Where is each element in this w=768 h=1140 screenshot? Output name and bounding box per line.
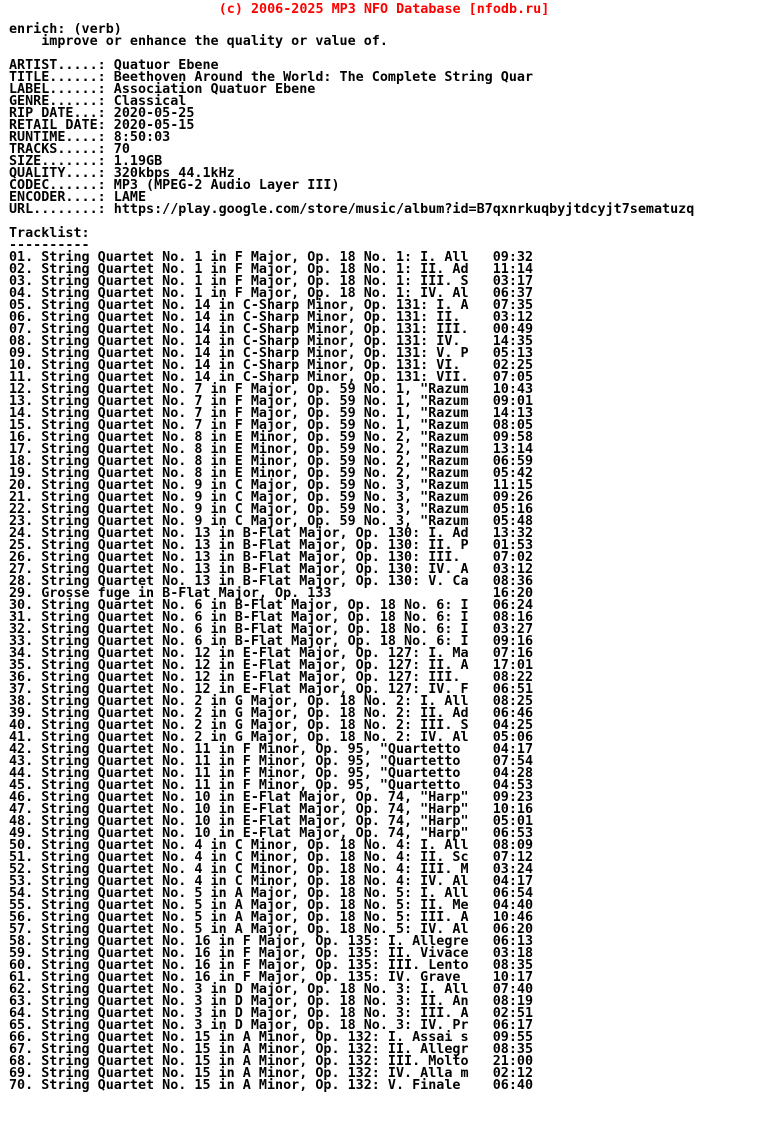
track-row: 18. String Quartet No. 8 in E Minor, Op. 59 No. 2, "Razum 06:59: [9, 454, 534, 469]
title-field: TITLE......: Beethoven Around the World: The Complete String Quar: [9, 70, 534, 85]
runtime-field: RUNTIME....: 8:50:03: [9, 130, 171, 145]
track-row: 47. String Quartet No. 10 in E-Flat Major, Op. 74, "Harp" 10:16: [9, 802, 534, 817]
track-row: 69. String Quartet No. 15 in A Minor, Op. 132: IV. Alla m 02:12: [9, 1066, 534, 1081]
track-row: 54. String Quartet No. 5 in A Major, Op. 18 No. 5: I. All 06:54: [9, 886, 534, 901]
track-row: 62. String Quartet No. 3 in D Major, Op. 18 No. 3: I. All 07:40: [9, 982, 534, 997]
track-row: 20. String Quartet No. 9 in C Major, Op. 59 No. 3, "Razum 11:15: [9, 478, 534, 493]
track-row: 46. String Quartet No. 10 in E-Flat Major, Op. 74, "Harp" 09:23: [9, 790, 534, 805]
track-row: 04. String Quartet No. 1 in F Major, Op. 18 No. 1: IV. Al 06:37: [9, 286, 534, 301]
track-row: 64. String Quartet No. 3 in D Major, Op. 18 No. 3: III. A 02:51: [9, 1006, 534, 1021]
track-row: 61. String Quartet No. 16 in F Major, Op. 135: IV. Grave 10:17: [9, 970, 534, 985]
track-row: 60. String Quartet No. 16 in F Major, Op. 135: III. Lento 08:35: [9, 958, 534, 973]
track-row: 17. String Quartet No. 8 in E Minor, Op. 59 No. 2, "Razum 13:14: [9, 442, 534, 457]
track-row: 12. String Quartet No. 7 in F Major, Op. 59 No. 1, "Razum 10:43: [9, 382, 534, 397]
track-row: 39. String Quartet No. 2 in G Major, Op. 18 No. 2: II. Ad 06:46: [9, 706, 534, 721]
track-row: 06. String Quartet No. 14 in C-Sharp Minor, Op. 131: II. 03:12: [9, 310, 534, 325]
track-row: 21. String Quartet No. 9 in C Major, Op. 59 No. 3, "Razum 09:26: [9, 490, 534, 505]
retail-date-field: RETAIL DATE: 2020-05-15: [9, 118, 195, 133]
track-row: 66. String Quartet No. 15 in A Minor, Op. 132: I. Assai s 09:55: [9, 1030, 534, 1045]
track-row: 33. String Quartet No. 6 in B-Flat Major, Op. 18 No. 6: I 09:16: [9, 634, 534, 649]
track-row: 14. String Quartet No. 7 in F Major, Op. 59 No. 1, "Razum 14:13: [9, 406, 534, 421]
rip-date-field: RIP DATE...: 2020-05-25: [9, 106, 195, 121]
track-row: 11. String Quartet No. 14 in C-Sharp Minor, Op. 131: VII. 07:05: [9, 370, 534, 385]
track-row: 68. String Quartet No. 15 in A Minor, Op. 132: III. Molto 21:00: [9, 1054, 534, 1069]
track-row: 15. String Quartet No. 7 in F Major, Op. 59 No. 1, "Razum 08:05: [9, 418, 534, 433]
track-row: 56. String Quartet No. 5 in A Major, Op. 18 No. 5: III. A 10:46: [9, 910, 534, 925]
track-row: 26. String Quartet No. 13 in B-Flat Major, Op. 130: III. 07:02: [9, 550, 534, 565]
track-row: 23. String Quartet No. 9 in C Major, Op. 59 No. 3, "Razum 05:48: [9, 514, 534, 529]
track-row: 44. String Quartet No. 11 in F Minor, Op. 95, "Quartetto 04:28: [9, 766, 534, 781]
track-row: 36. String Quartet No. 12 in E-Flat Major, Op. 127: III. 08:22: [9, 670, 534, 685]
track-row: 49. String Quartet No. 10 in E-Flat Major, Op. 74, "Harp" 06:53: [9, 826, 534, 841]
track-row: 27. String Quartet No. 13 in B-Flat Major, Op. 130: IV. A 03:12: [9, 562, 534, 577]
track-row: 70. String Quartet No. 15 in A Minor, Op. 132: V. Finale 06:40: [9, 1078, 534, 1093]
blank-line: [9, 216, 694, 228]
track-row: 24. String Quartet No. 13 in B-Flat Major, Op. 130: I. Ad 13:32: [9, 526, 534, 541]
track-row: 38. String Quartet No. 2 in G Major, Op. 18 No. 2: I. All 08:25: [9, 694, 534, 709]
tracklist: [9, 252, 694, 1092]
track-row: 19. String Quartet No. 8 in E Minor, Op. 59 No. 2, "Razum 05:42: [9, 466, 534, 481]
track-row: 07. String Quartet No. 14 in C-Sharp Minor, Op. 131: III. 00:49: [9, 322, 534, 337]
track-row: 50. String Quartet No. 4 in C Minor, Op. 18 No. 4: I. All 08:09: [9, 838, 534, 853]
tracklist-heading: Tracklist:: [9, 226, 90, 241]
track-row: 63. String Quartet No. 3 in D Major, Op. 18 No. 3: II. An 08:19: [9, 994, 534, 1009]
size-field: SIZE.......: 1.19GB: [9, 154, 163, 169]
encoder-field: ENCODER....: LAME: [9, 190, 147, 205]
track-row: 51. String Quartet No. 4 in C Minor, Op. 18 No. 4: II. Sc 07:12: [9, 850, 534, 865]
track-row: 48. String Quartet No. 10 in E-Flat Major, Op. 74, "Harp" 05:01: [9, 814, 534, 829]
track-row: 45. String Quartet No. 11 in F Minor, Op. 95, "Quartetto 04:53: [9, 778, 534, 793]
artist-field: ARTIST.....: Quatuor Ebene: [9, 58, 219, 73]
track-row: 59. String Quartet No. 16 in F Major, Op. 135: II. Vivace 03:18: [9, 946, 534, 961]
track-row: 10. String Quartet No. 14 in C-Sharp Minor, Op. 131: VI. 02:25: [9, 358, 534, 373]
track-row: 35. String Quartet No. 12 in E-Flat Major, Op. 127: II. A 17:01: [9, 658, 534, 673]
definition-word: enrich: (verb): [9, 22, 122, 37]
track-row: 43. String Quartet No. 11 in F Minor, Op. 95, "Quartetto 07:54: [9, 754, 534, 769]
track-row: 05. String Quartet No. 14 in C-Sharp Minor, Op. 131: I. A 07:35: [9, 298, 534, 313]
track-row: 65. String Quartet No. 3 in D Major, Op. 18 No. 3: IV. Pr 06:17: [9, 1018, 534, 1033]
track-row: 01. String Quartet No. 1 in F Major, Op. 18 No. 1: I. All 09:32: [9, 250, 534, 265]
track-row: 52. String Quartet No. 4 in C Minor, Op. 18 No. 4: III. M 03:24: [9, 862, 534, 877]
quality-field: QUALITY....: 320kbps 44.1kHz: [9, 166, 235, 181]
track-row: 09. String Quartet No. 14 in C-Sharp Minor, Op. 131: V. P 05:13: [9, 346, 534, 361]
track-row: 28. String Quartet No. 13 in B-Flat Major, Op. 130: V. Ca 08:36: [9, 574, 534, 589]
track-row: 67. String Quartet No. 15 in A Minor, Op. 132: II. Allegr 08:35: [9, 1042, 534, 1057]
url-field: URL........: https://play.google.com/store/music/album?id=B7qxnrkuqbyjtdcyjt7sematuzq: [9, 202, 695, 217]
track-row: 37. String Quartet No. 12 in E-Flat Major, Op. 127: IV. F 06:51: [9, 682, 534, 697]
track-row: 57. String Quartet No. 5 in A Major, Op. 18 No. 5: IV. Al 06:20: [9, 922, 534, 937]
nfo-document: [9, 24, 694, 1092]
track-row: 32. String Quartet No. 6 in B-Flat Major, Op. 18 No. 6: I 03:27: [9, 622, 534, 637]
track-row: 31. String Quartet No. 6 in B-Flat Major, Op. 18 No. 6: I 08:16: [9, 610, 534, 625]
track-row: 53. String Quartet No. 4 in C Minor, Op. 18 No. 4: IV. Al 04:17: [9, 874, 534, 889]
track-row: 25. String Quartet No. 13 in B-Flat Major, Op. 130: II. P 01:53: [9, 538, 534, 553]
definition-text: improve or enhance the quality or value of.: [9, 34, 388, 49]
nfo-banner-row: [0, 0, 768, 18]
nfo-database-banner[interactable]: (c) 2006-2025 MP3 NFO Database [nfodb.ru]: [218, 2, 550, 17]
codec-field: CODEC......: MP3 (MPEG-2 Audio Layer III): [9, 178, 340, 193]
track-row: 22. String Quartet No. 9 in C Major, Op. 59 No. 3, "Razum 05:16: [9, 502, 534, 517]
track-row: 03. String Quartet No. 1 in F Major, Op. 18 No. 1: III. S 03:17: [9, 274, 534, 289]
track-row: 16. String Quartet No. 8 in E Minor, Op. 59 No. 2, "Razum 09:58: [9, 430, 534, 445]
track-row: 29. Grosse fuge in B-Flat Major, Op. 133 16:20: [9, 586, 534, 601]
tracklist-underline: ----------: [9, 238, 90, 253]
track-row: 02. String Quartet No. 1 in F Major, Op. 18 No. 1: II. Ad 11:14: [9, 262, 534, 277]
track-row: 41. String Quartet No. 2 in G Major, Op. 18 No. 2: IV. Al 05:06: [9, 730, 534, 745]
track-row: 40. String Quartet No. 2 in G Major, Op. 18 No. 2: III. S 04:25: [9, 718, 534, 733]
track-row: 55. String Quartet No. 5 in A Major, Op. 18 No. 5: II. Me 04:40: [9, 898, 534, 913]
genre-field: GENRE......: Classical: [9, 94, 187, 109]
track-row: 30. String Quartet No. 6 in B-Flat Major, Op. 18 No. 6: I 06:24: [9, 598, 534, 613]
track-row: 34. String Quartet No. 12 in E-Flat Major, Op. 127: I. Ma 07:16: [9, 646, 534, 661]
track-row: 08. String Quartet No. 14 in C-Sharp Minor, Op. 131: IV. 14:35: [9, 334, 534, 349]
label-field: LABEL......: Association Quatuor Ebene: [9, 82, 316, 97]
track-row: 58. String Quartet No. 16 in F Major, Op. 135: I. Allegre 06:13: [9, 934, 534, 949]
tracks-field: TRACKS.....: 70: [9, 142, 130, 157]
track-row: 42. String Quartet No. 11 in F Minor, Op. 95, "Quartetto 04:17: [9, 742, 534, 757]
track-row: 13. String Quartet No. 7 in F Major, Op. 59 No. 1, "Razum 09:01: [9, 394, 534, 409]
